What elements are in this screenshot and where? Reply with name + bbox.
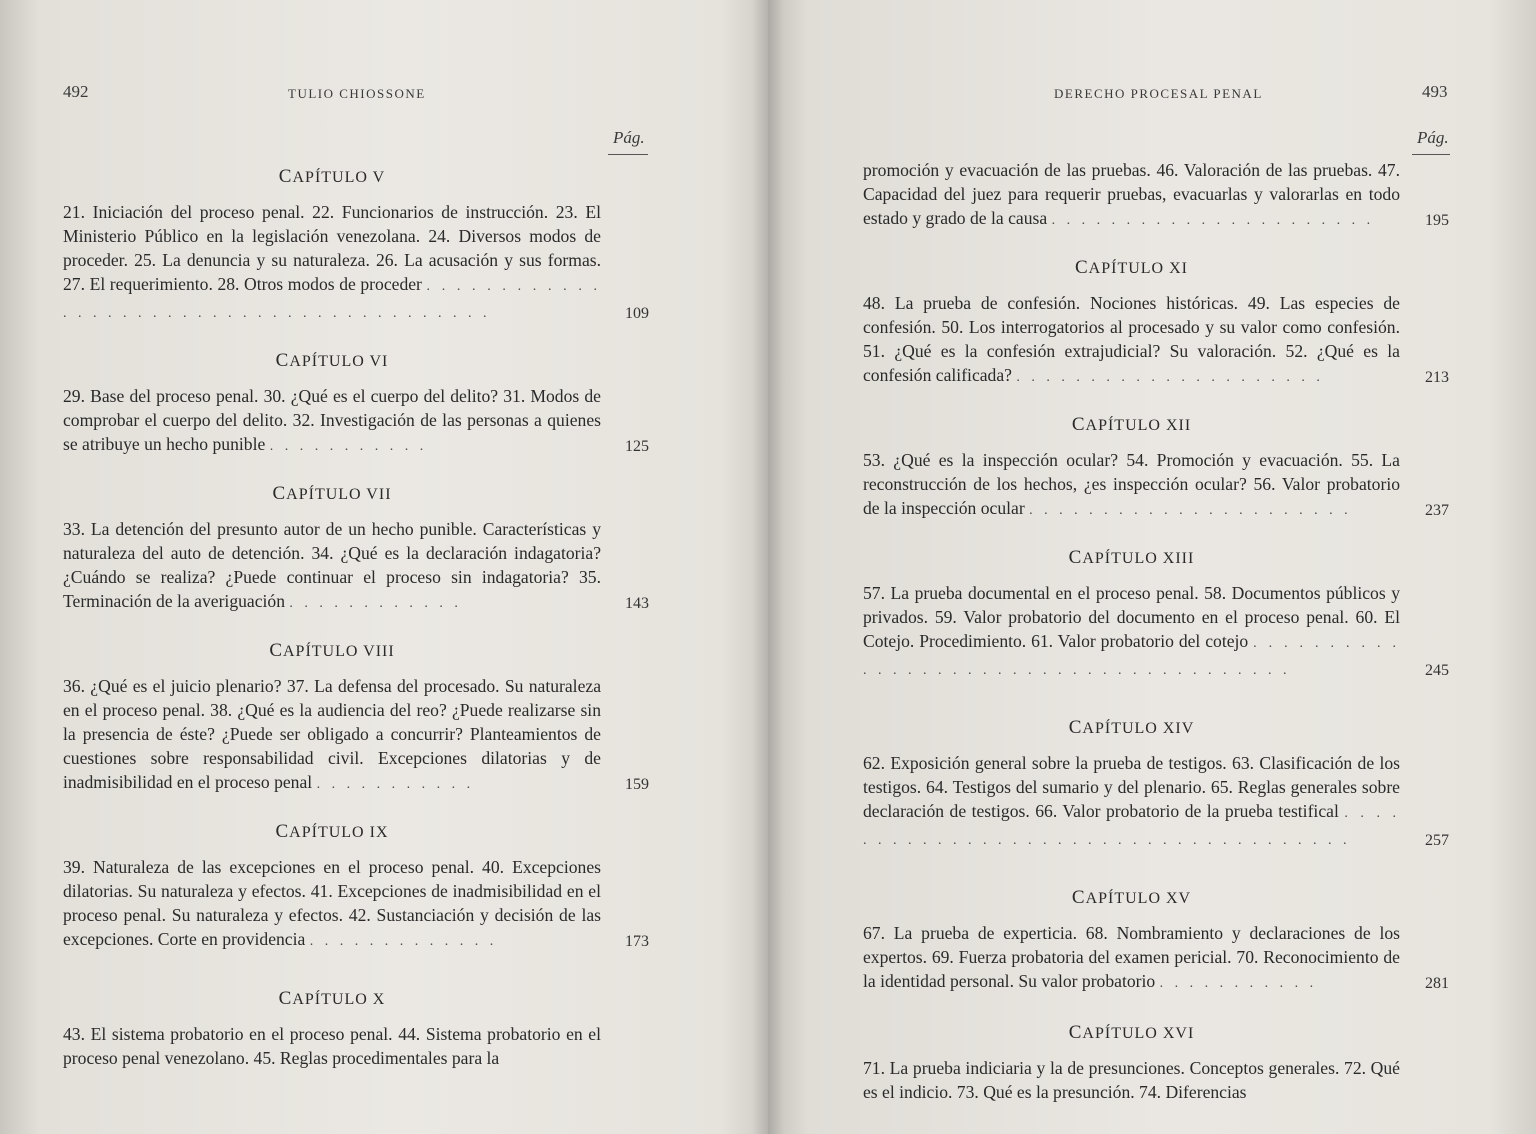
pag-column-label: Pág. xyxy=(1417,128,1449,147)
chapter-block xyxy=(63,640,649,797)
toc-entry: 36. ¿Qué es el juicio plenario? 37. La defensa del procesado. Su naturaleza en el proceso penal. 38. ¿Qué es la audiencia del reo? ¿Puede realizarse sin la presencia de éste? ¿Puede ser obligado a concurrir? Planteamientos de cuestiones sobre responsabilidad civil. Excepciones dilatorias y de inadmisibilidad en el proceso penal . . . . . . . . . . . 159 xyxy=(63,674,601,797)
chapter-block xyxy=(863,717,1449,853)
toc-page-number: 173 xyxy=(625,933,649,950)
chapter-title: CAPÍTULO X xyxy=(278,988,386,1009)
toc-entry: 39. Naturaleza de las excepciones en el proceso penal. 40. Excepciones dilatorias. Su naturaleza y efectos. 41. Excepciones de inadmisibilidad en el proceso penal. Su naturaleza y efectos. 42. Sustanciación y decisión de las excepciones. Corte en providencia . . . . . . . . . . . . . 173 xyxy=(63,855,601,954)
chapter-block xyxy=(863,158,1449,233)
chapter-title: CAPÍTULO VIII xyxy=(269,640,395,661)
running-head: DERECHO PROCESAL PENAL xyxy=(1054,86,1263,101)
dot-leader: . . . . . . . . . . . xyxy=(1159,976,1318,991)
chapter-block xyxy=(863,887,1449,996)
dot-leader: . . . . . . . . . . . . . xyxy=(309,934,498,949)
chapter-block xyxy=(863,257,1449,390)
toc-entry: 67. La prueba de experticia. 68. Nombramiento y declaraciones de los expertos. 69. Fuerza probatoria del examen pericial. 70. Reconocimiento de la identidad personal. Su valor probatorio . . . . . . . . . . . 281 xyxy=(863,921,1400,996)
running-head: TULIO CHIOSSONE xyxy=(288,86,426,101)
toc-page-number: 245 xyxy=(1425,662,1449,679)
toc-entry: 62. Exposición general sobre la prueba de testigos. 63. Clasificación de los testigos. 64. Testigos del sumario y del plenario. 65. Reglas generales sobre declaración de testigos. 66. Valor probatorio de la prueba testifical . . . . . . . . . . . . . . . . . . . . . . . . . . . . . . . . . . . . . 257 xyxy=(863,751,1400,853)
chapter-block xyxy=(863,1022,1400,1104)
chapter-block xyxy=(63,166,649,326)
chapter-title: CAPÍTULO XI xyxy=(1074,257,1188,278)
chapter-title: CAPÍTULO XII xyxy=(1071,414,1192,435)
chapter-block xyxy=(63,350,649,459)
pag-rule xyxy=(608,154,648,155)
dot-leader: . . . . . . . . . . . xyxy=(316,777,475,792)
chapter-title: CAPÍTULO XV xyxy=(1071,887,1192,908)
chapter-title: CAPÍTULO XIII xyxy=(1068,547,1195,568)
right-page xyxy=(768,0,1536,1134)
dot-leader: . . . . . . . . . . . xyxy=(269,439,428,454)
toc-content xyxy=(63,166,649,1094)
toc-entry: 71. La prueba indiciaria y la de presunciones. Conceptos generales. 72. Qué es el indicio. 73. Qué es la presunción. 74. Diferencias xyxy=(863,1058,1400,1102)
toc-entry: 53. ¿Qué es la inspección ocular? 54. Promoción y evacuación. 55. La reconstrucción de los hechos, ¿es inspección ocular? 56. Valor probatorio de la inspección ocular . . . . . . . . . . . . . . . . . . . . . . 237 xyxy=(863,448,1400,523)
dot-leader: . . . . . . . . . . . . . . . . . . . . . xyxy=(1016,370,1324,385)
page-number: 493 xyxy=(1422,82,1448,101)
toc-entry: 57. La prueba documental en el proceso penal. 58. Documentos públicos y privados. 59. Valor probatorio del documento en el proceso penal. 60. El Cotejo. Procedimiento. 61. Valor probatorio del cotejo . . . . . . . . . . . . . . . . . . . . . . . . . . . . . . . . . . . . . . . 245 xyxy=(863,581,1400,683)
toc-entry: promoción y evacuación de las pruebas. 46. Valoración de las pruebas. 47. Capacidad del juez para requerir pruebas, evacuarlas y valorarlas en todo estado y grado de la causa . . . . . . . . . . . . . . . . . . . . . . 195 xyxy=(863,158,1400,233)
dot-leader: . . . . . . . . . . . . . . . . . . . . . . xyxy=(1051,213,1375,228)
toc-entry: 33. La detención del presunto autor de un hecho punible. Características y naturaleza del auto de detención. 34. ¿Qué es la declaración indagatoria? ¿Cuándo se realiza? ¿Puede continuar el proceso sin indagatoria? 35. Terminación de la averiguación . . . . . . . . . . . . 143 xyxy=(63,517,601,616)
dot-leader: . . . . . . . . . . . . . . . . . . . . . . . . . . . . . . . . . . . . . . . xyxy=(863,636,1400,678)
pag-rule xyxy=(1412,154,1450,155)
chapter-title: CAPÍTULO V xyxy=(278,166,386,187)
toc-page-number: 237 xyxy=(1425,502,1449,519)
toc-entry: 48. La prueba de confesión. Nociones históricas. 49. Las especies de confesión. 50. Los interrogatorios al procesado y su valor como confesión. 51. ¿Qué es la confesión extrajudicial? Su valoración. 52. ¿Qué es la confesión calificada? . . . . . . . . . . . . . . . . . . . . . 213 xyxy=(863,291,1400,390)
chapter-block xyxy=(863,414,1449,523)
toc-entry: 43. El sistema probatorio en el proceso penal. 44. Sistema probatorio en el proceso penal venezolano. 45. Reglas procedimentales para la xyxy=(63,1024,601,1068)
dot-leader: . . . . . . . . . . . . . . . . . . . . . . . . . . . . . . . . . . . . . . . . . xyxy=(63,279,602,321)
pag-column-label: Pág. xyxy=(613,128,645,147)
chapter-block xyxy=(63,821,649,954)
toc-page-number: 143 xyxy=(625,595,649,612)
toc-page-number: 195 xyxy=(1425,212,1449,229)
toc-page-number: 125 xyxy=(625,438,649,455)
dot-leader: . . . . . . . . . . . . . . . . . . . . . . . . . . . . . . . . . . . . . xyxy=(863,806,1401,848)
toc-page-number: 213 xyxy=(1425,369,1449,386)
toc-page-number: 281 xyxy=(1425,975,1449,992)
chapter-block xyxy=(63,483,649,616)
chapter-title: CAPÍTULO VII xyxy=(272,483,392,504)
chapter-block xyxy=(63,988,649,1070)
toc-page-number: 109 xyxy=(625,305,649,322)
toc-page-number: 159 xyxy=(625,776,649,793)
dot-leader: . . . . . . . . . . . . . . . . . . . . . . xyxy=(1029,503,1352,518)
page-number: 492 xyxy=(63,82,89,101)
chapter-title: CAPÍTULO XIV xyxy=(1068,717,1195,738)
chapter-title: CAPÍTULO VI xyxy=(275,350,389,371)
chapter-block xyxy=(863,547,1449,683)
chapter-title: CAPÍTULO XVI xyxy=(1068,1022,1195,1043)
toc-page-number: 257 xyxy=(1425,832,1449,849)
chapter-title: CAPÍTULO IX xyxy=(275,821,389,842)
book-gutter xyxy=(752,0,784,1134)
toc-entry: 21. Iniciación del proceso penal. 22. Funcionarios de instrucción. 23. El Ministerio Público en la legislación venezolana. 24. Diversos modos de proceder. 25. La denuncia y su naturaleza. 26. La acusación y sus formas. 27. El requerimiento. 28. Otros modos de proceder . . . . . . . . . . . . . . . . . . . . . . . . . . . . . . . . . . . . . . . . . 109 xyxy=(63,200,601,326)
toc-content xyxy=(863,158,1449,1128)
toc-entry: 29. Base del proceso penal. 30. ¿Qué es el cuerpo del delito? 31. Modos de comprobar el cuerpo del delito. 32. Investigación de las personas a quienes se atribuye un hecho punible . . . . . . . . . . . 125 xyxy=(63,384,601,459)
dot-leader: . . . . . . . . . . . . xyxy=(289,596,462,611)
